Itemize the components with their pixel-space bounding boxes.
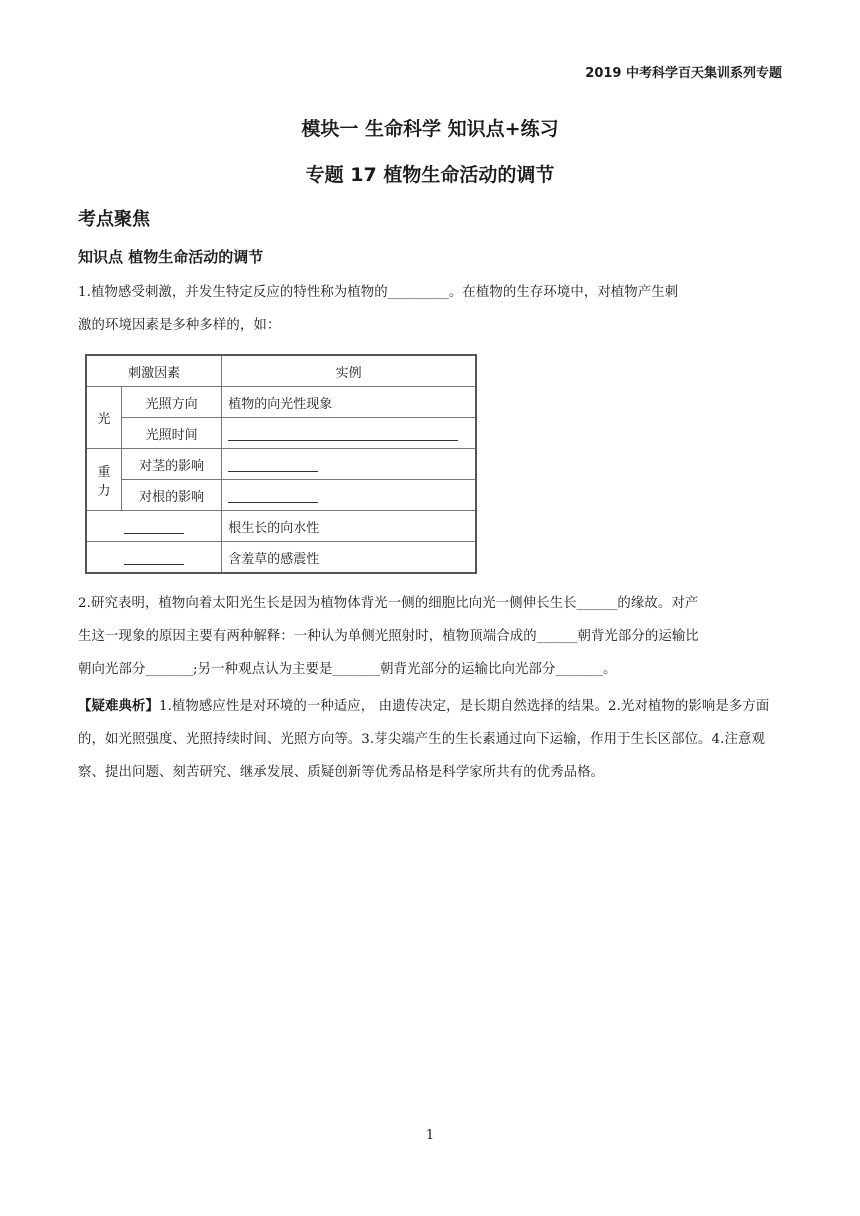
paragraph-1-line-2: 激的环境因素是多种多样的，如： [78,318,281,333]
answer-blank [124,550,184,565]
difficulty-text: 1.植物感应性是对环境的一种适应， 由遗传决定，是长期自然选择的结果。2.光对植物的影响是多方面的，如光照强度、光照持续时间、光照方向等。3.芽尖端产生的生长素通过向下运输，作用于生长区部位。4.注意观察、提出问题、刻苦研究、继承发展、质疑创新等优秀品格是科学家所共有的优秀品格。 [78,699,770,780]
paragraph-2-line-3: 朝向光部分_______;另一种观点认为主要是_______朝背光部分的运输比向光部分_______。 [78,662,617,677]
answer-blank [228,426,458,441]
header-stimulus: 刺激因素 [86,355,222,387]
page-number: 1 [425,1128,435,1143]
topic-title: 专题 17 植物生命活动的调节 [305,164,555,186]
module-title: 模块一 生命科学 知识点+练习 [301,118,559,140]
cell-light-time-blank [222,418,476,449]
header-example: 实例 [222,355,476,387]
paragraph-2-line-1: 2.研究表明，植物向着太阳光生长是因为植物体背光一侧的细胞比向光一侧伸长生长______的缘故。对产 [78,596,699,611]
paragraph-2-line-2: 生这一现象的原因主要有两种解释：一种认为单侧光照射时，植物顶端合成的______朝背光部分的运输比 [78,629,699,644]
paragraph-1-line-1: 1.植物感受刺激，并发生特定反应的特性称为植物的_________。在植物的生存环境中，对植物产生刺 [78,285,679,300]
stimulus-table [85,354,477,574]
cell-light-time: 光照时间 [122,418,222,449]
paragraph-1 [78,276,782,342]
cell-light-direction-example: 植物的向光性现象 [222,387,476,418]
answer-blank [228,488,318,503]
answer-blank [228,457,318,472]
paragraph-2 [78,587,782,686]
series-header: 2019 中考科学百天集训系列专题 [585,66,782,81]
cell-gravity-stem: 对茎的影响 [122,449,222,480]
cell-light: 光 [86,387,122,449]
difficulty-label: 【疑难典析】 [78,698,159,714]
answer-blank [124,519,184,534]
cell-touch-blank [86,542,222,574]
cell-touch-example: 含羞草的感震性 [222,542,476,574]
cell-gravity-stem-blank [222,449,476,480]
cell-gravity-root: 对根的影响 [122,480,222,511]
difficulty-analysis [78,690,782,789]
cell-water-example: 根生长的向水性 [222,511,476,542]
cell-gravity-root-blank [222,480,476,511]
section-heading: 考点聚焦 [78,209,150,230]
cell-water-blank [86,511,222,542]
cell-gravity: 重力 [86,449,122,511]
cell-light-direction: 光照方向 [122,387,222,418]
knowledge-point-heading: 知识点 植物生命活动的调节 [78,248,264,266]
